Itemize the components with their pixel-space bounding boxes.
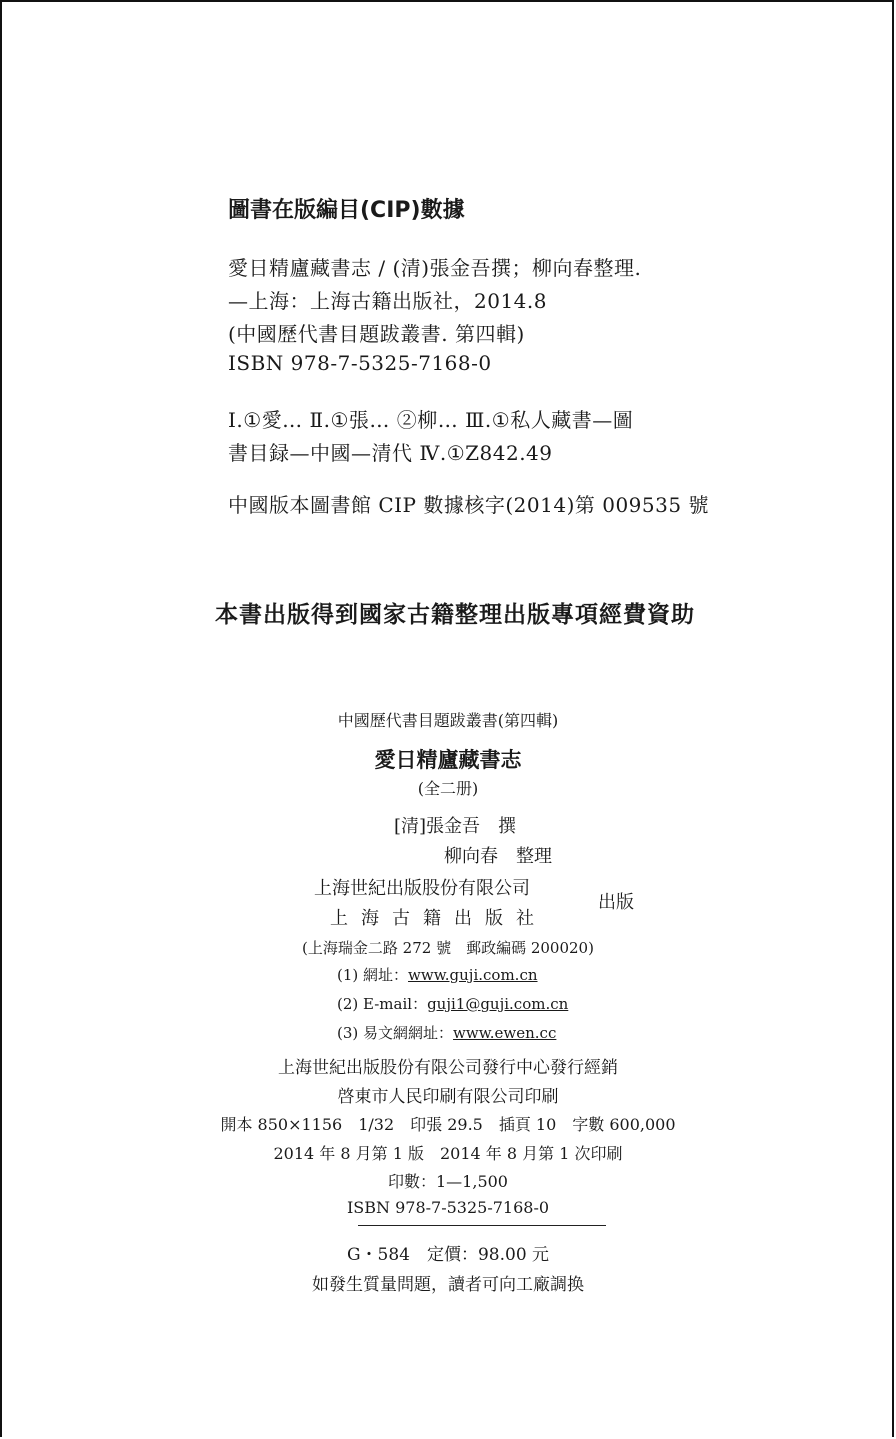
ewen-label: (3) 易文網網址：: [337, 1024, 454, 1042]
print-specs: 開本 850×1156 1/32 印張 29.5 插頁 10 字數 600,000: [220, 1115, 676, 1134]
cip-line-series: (中國歷代書目題跋叢書. 第四輯): [228, 322, 525, 346]
publisher-address: (上海瑞金二路 272 號 郵政編碼 200020): [302, 939, 594, 957]
book-title: 愛日精廬藏書志: [374, 748, 522, 772]
publisher-label: 出版: [598, 892, 634, 913]
subsidy-statement: 本書出版得到國家古籍整理出版專項經費資助: [215, 602, 695, 628]
colophon-isbn: ISBN 978-7-5325-7168-0: [346, 1198, 550, 1217]
volume-count: (全二册): [417, 779, 479, 798]
distributor: 上海世紀出版股份有限公司發行中心發行經銷: [278, 1058, 618, 1078]
print-run: 印數：1—1,500: [388, 1172, 508, 1191]
author-line: [清]張金吾 撰: [394, 816, 517, 837]
email-link[interactable]: guji1@guji.com.cn: [427, 995, 569, 1013]
website-line: [337, 964, 538, 985]
cip-line-isbn: ISBN 978-7-5325-7168-0: [228, 351, 492, 375]
cip-line-subjects: Ⅰ.①愛… Ⅱ.①張… ②柳… Ⅲ.①私人藏書—圖: [228, 408, 634, 432]
cip-line-title: 愛日精廬藏書志 / (清)張金吾撰；柳向春整理.: [228, 256, 642, 280]
website-label: (1) 網址：: [337, 966, 409, 984]
quality-notice: 如發生質量問題，讀者可向工廠調换: [312, 1275, 584, 1295]
series-title: 中國歷代書目題跋叢書(第四輯): [337, 711, 559, 730]
ewen-line: [337, 1022, 556, 1043]
divider-rule: [358, 1225, 606, 1226]
cip-heading: 圖書在版編目(CIP)數據: [228, 198, 465, 223]
printer: 啓東市人民印刷有限公司印刷: [337, 1087, 559, 1107]
website-link[interactable]: www.guji.com.cn: [408, 966, 538, 984]
email-label: (2) E-mail：: [337, 995, 428, 1013]
publisher-parent: 上海世紀出版股份有限公司: [314, 878, 530, 899]
ewen-link[interactable]: www.ewen.cc: [453, 1024, 557, 1042]
edition-info: 2014 年 8 月第 1 版 2014 年 8 月第 1 次印刷: [273, 1144, 623, 1163]
cip-line-subjects-cont: 書目録—中國—清代 Ⅳ.①Z842.49: [228, 441, 553, 465]
editor-line: 柳向春 整理: [444, 846, 552, 867]
cip-line-record-number: 中國版本圖書館 CIP 數據核字(2014)第 009535 號: [228, 493, 709, 517]
publisher-name: 上海古籍出版社: [330, 908, 547, 929]
email-line: [337, 993, 568, 1014]
price: G・584 定價：98.00 元: [346, 1245, 550, 1265]
cip-line-publisher: —上海：上海古籍出版社，2014.8: [228, 289, 547, 313]
